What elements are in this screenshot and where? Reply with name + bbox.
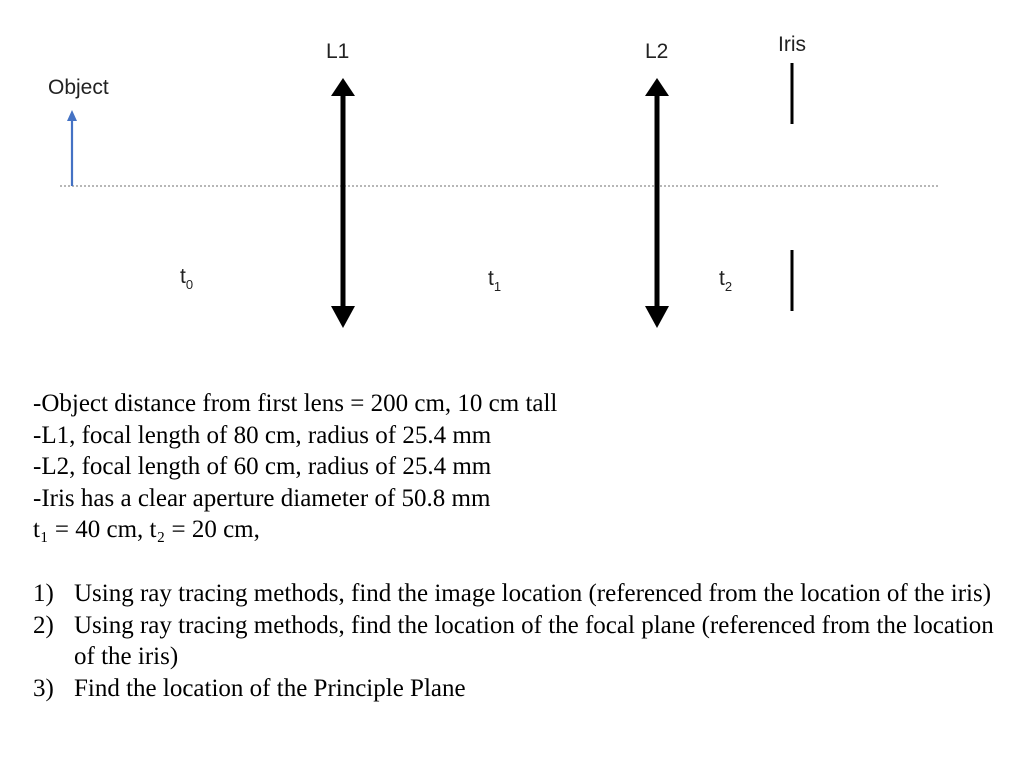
spec-object: -Object distance from first lens = 200 cm, 10 cm tall xyxy=(33,390,558,417)
t0-sub: 0 xyxy=(185,277,194,292)
spec-lens1: -L1, focal length of 80 cm, radius of 25.4 mm xyxy=(33,421,492,449)
question-text: Using ray tracing methods, find the image location (referenced from the location of the iris) xyxy=(74,580,992,607)
question-number: 1) xyxy=(33,580,54,607)
question-number: 3) xyxy=(33,674,54,702)
t1-label xyxy=(488,267,501,294)
question-list xyxy=(33,578,1008,704)
spec-iris: -Iris has a clear aperture diameter of 50.8 mm xyxy=(33,484,491,512)
object-label: Object xyxy=(48,76,109,99)
question-number: 2) xyxy=(33,611,54,639)
t1-base: t xyxy=(488,267,494,290)
spec-distances: t₁ = 40 cm, t₂ = 20 cm, xyxy=(33,516,260,543)
iris-label: Iris xyxy=(778,33,806,56)
system-specifications xyxy=(33,388,557,546)
lens-l2-label: L2 xyxy=(645,40,669,63)
question-text: Using ray tracing methods, find the location of the focal plane (referenced from the location of the iris) xyxy=(74,611,994,670)
t0-label xyxy=(180,265,193,292)
lens-l2 xyxy=(645,78,669,328)
question-item xyxy=(33,673,1008,705)
t2-label xyxy=(719,267,732,294)
lens-l1 xyxy=(331,78,355,328)
question-item xyxy=(33,578,1008,610)
t2-base: t xyxy=(719,267,725,290)
t2-sub: 2 xyxy=(724,279,733,294)
t0-base: t xyxy=(180,265,186,288)
optical-system-diagram xyxy=(0,0,1024,360)
lens-l1-label: L1 xyxy=(326,40,350,63)
question-text: Find the location of the Principle Plane xyxy=(74,674,466,702)
question-item xyxy=(33,610,1008,673)
t1-sub: 1 xyxy=(493,279,502,294)
spec-lens2: -L2, focal length of 60 cm, radius of 25.4 mm xyxy=(33,453,492,480)
object-arrow xyxy=(67,110,77,186)
